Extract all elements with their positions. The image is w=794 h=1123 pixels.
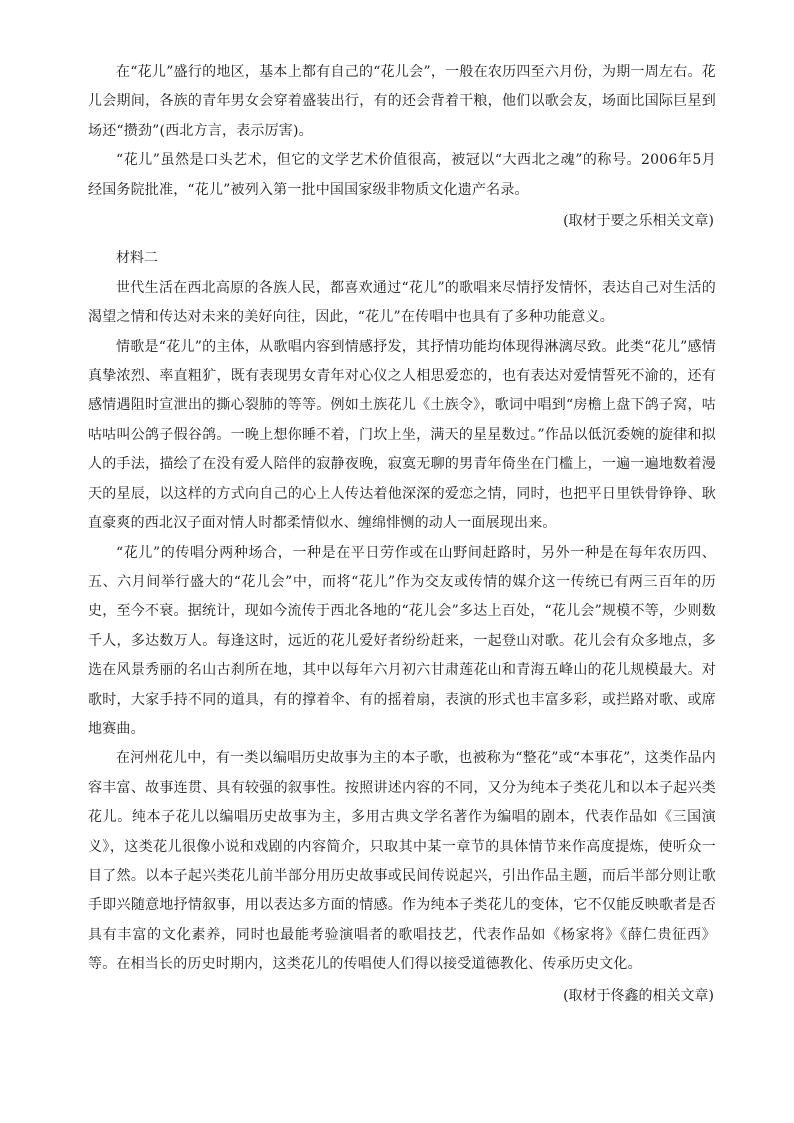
document-page <box>88 58 716 1011</box>
paragraph: 世代生活在西北高原的各族人民，都喜欢通过“花儿”的歌唱来尽情抒发情怀，表达自己对生活的渴望之情和传达对未来的美好向往，因此，“花儿”在传唱中也具有了多种功能意义。 <box>88 279 716 326</box>
paragraph: “花儿”的传唱分两种场合，一种是在平日劳作或在山野间赶路时，另外一种是在每年农历四、五、六月间举行盛大的“花儿会”中，而将“花儿”作为交友或传情的媒介这一传统已有两三百年的历史，至今不衰。据统计，现如今流传于西北各地的“花儿会”多达上百处，“花儿会”规模不等，少则数千人，多达数万人。每逢这时，远近的花儿爱好者纷纷赶来，一起登山对歌。花儿会有众多地点，多选在风景秀丽的名山古刹所在地，其中以每年六月初六甘肃莲花山和青海五峰山的花儿规模最大。对歌时，大家手持不同的道具，有的撑着伞、有的摇着扇，表演的形式也丰富多彩，或拦路对歌、或席地赛曲。 <box>88 544 716 737</box>
material-two-section <box>88 244 716 1011</box>
paragraph: “花儿”虽然是口头艺术，但它的文学艺术价值很高，被冠以“大西北之魂”的称号。2006年5月经国务院批准，“花儿”被列入第一批中国国家级非物质文化遗产名录。 <box>88 152 716 198</box>
source-citation: (取材于要之乐相关文章) <box>563 213 714 230</box>
source-citation: (取材于佟鑫的相关文章) <box>563 987 714 1004</box>
material-one-section <box>88 58 716 236</box>
paragraph: 情歌是“花儿”的主体，从歌唱内容到情感抒发，其抒情功能均体现得淋漓尽致。此类“花儿”感情真挚浓烈、率直粗犷，既有表现男女青年对心仪之人相思爱恋的，也有表达对爱情誓死不渝的，还有感情遇阻时宣泄出的撕心裂肺的等等。例如土族花儿《土族令》，歌词中唱到“房檐上盘下鸽子窝，咕咕咕叫公鸽子假谷鸽。一晚上想你睡不着，门坎上坐，满天的星星数过。”作品以低沉委婉的旋律和拟人的手法，描绘了在没有爱人陪伴的寂静夜晚，寂寞无聊的男青年倚坐在门槛上，一遍一遍地数着漫天的星辰，以这样的方式向自己的心上人传达着他深深的爱恋之情，同时，也把平日里铁骨铮铮、耿直豪爽的西北汉子面对情人时都柔情似水、缠绵悱恻的动人一面展现出来。 <box>88 338 716 532</box>
paragraph: 在河州花儿中，有一类以编唱历史故事为主的本子歌，也被称为“整花”或“本事花”，这类作品内容丰富、故事连贯、具有较强的叙事性。按照讲述内容的不同，又分为纯本子类花儿和以本子起兴类花儿。纯本子花儿以编唱历史故事为主，多用古典文学名著作为编唱的剧本，代表作品如《三国演义》，这类花儿很像小说和戏剧的内容简介，只取其中某一章节的具体情节来作高度提炼，使听众一目了然。以本子起兴类花儿前半部分用历史故事或民间传说起兴，引出作品主题，而后半部分则让歌手即兴随意地抒情叙事，用以表达多方面的情感。作为纯本子类花儿的变体，它不仅能反映歌者是否具有丰富的文化素养，同时也最能考验演唱者的歌唱技艺，代表作品如《杨家将》《薛仁贵征西》等。在相当长的历史时期内，这类花儿的传唱使人们得以接受道德教化、传承历史文化。 <box>88 750 716 973</box>
material-heading: 材料二 <box>116 250 158 267</box>
paragraph: 在“花儿”盛行的地区，基本上都有自己的“花儿会”，一般在农历四至六月份，为期一周左右。花儿会期间，各族的青年男女会穿着盛装出行，有的还会背着干粮，他们以歌会友，场面比国际巨星到场还“攒劲”(西北方言，表示厉害)。 <box>88 64 716 139</box>
